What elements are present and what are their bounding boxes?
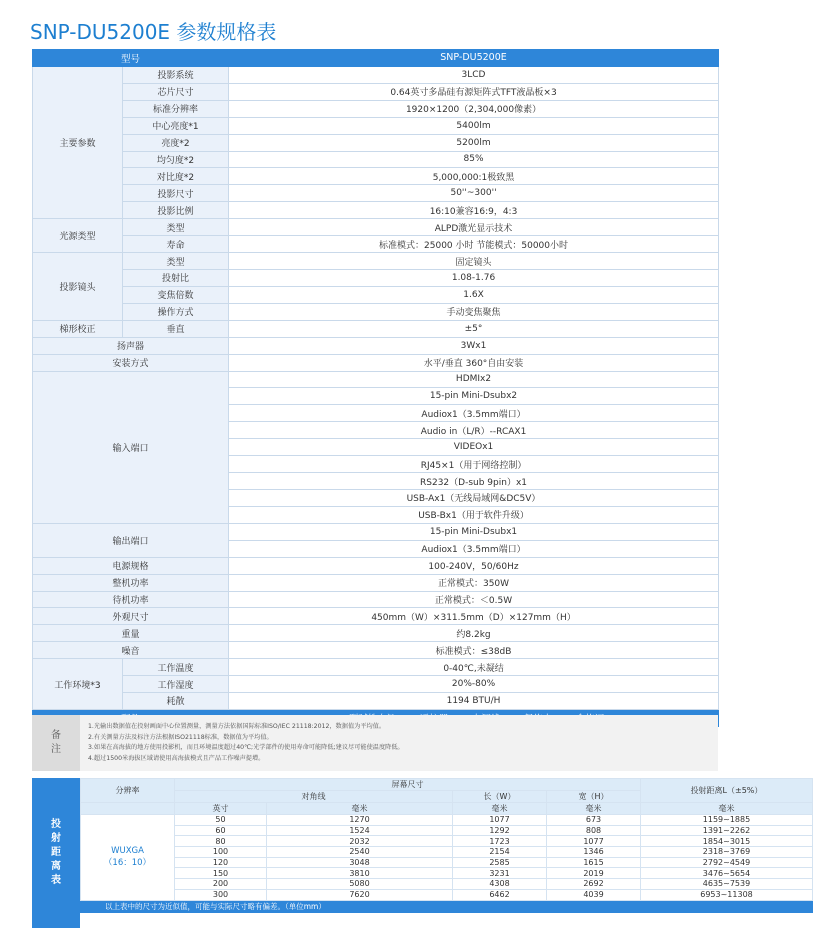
table-row [81,889,813,900]
table-cell: 80 [175,836,267,847]
value-cell: 正常模式：350W [229,574,719,591]
table-row [81,857,813,868]
sub-label-cell: 亮度*2 [123,134,229,151]
category-cell: 梯形校正 [33,320,123,337]
table-cell: 3048 [267,857,453,868]
label-cell: 整机功率 [33,574,229,591]
value-cell: 约8.2kg [229,625,719,642]
table-row [81,825,813,836]
value-cell: 3Wx1 [229,337,719,354]
value-cell: 标准模式：≤38dB [229,642,719,659]
sub-label-cell: 垂直 [123,320,229,337]
value-cell: 15-pin Mini-Dsubx1 [229,523,719,540]
spec-row [33,676,719,693]
table-cell: 长（W） [453,791,547,803]
spec-row [33,253,719,270]
category-cell: 光源类型 [33,219,123,253]
value-cell: USB-Ax1（无线局域网&DC5V） [229,489,719,506]
table-cell: 7620 [267,889,453,900]
spec-row [33,236,719,253]
table-cell: 4308 [453,879,547,890]
table-cell: 200 [175,879,267,890]
category-cell: 主要参数 [33,66,123,218]
note-line: 4.超过1500米海拔区域请使用高海拔模式且产品工作噪声提增。 [88,754,265,762]
value-cell: 5200lm [229,134,719,151]
sub-label-cell: 中心亮度*1 [123,117,229,134]
notes-list [88,722,712,764]
value-cell: 1.6X [229,286,719,303]
table-cell: 毫米 [453,803,547,815]
value-cell: Audiox1（3.5mm端口） [229,405,719,422]
category-cell: 工作环境*3 [33,659,123,710]
value-cell: 85% [229,151,719,168]
category-cell: 投影镜头 [33,253,123,321]
value-cell: HDMIx2 [229,371,719,388]
spec-row [33,134,719,151]
table-cell: 120 [175,857,267,868]
sub-label-cell: 投影尺寸 [123,185,229,202]
table-cell: 3231 [453,868,547,879]
table-cell: 50 [175,815,267,826]
throw-distance-label: 投 射 距 离 表 [32,778,80,928]
value-cell: 1194 BTU/H [229,693,719,710]
value-cell: 5400lm [229,117,719,134]
sub-label-cell: 类型 [123,219,229,236]
label-cell: 重量 [33,625,229,642]
throw-distance-table [80,778,813,913]
table-cell: 1292 [453,825,547,836]
table-cell: 毫米 [267,803,453,815]
label-cell: 噪音 [33,642,229,659]
table-cell: 3476~5654 [641,868,813,879]
spec-row [33,523,719,540]
table-cell: 150 [175,868,267,879]
value-cell: 1.08-1.76 [229,269,719,286]
table-cell: 宽（H） [547,791,641,803]
table-cell: 1077 [547,836,641,847]
table-row [81,868,813,879]
table-cell: 毫米 [641,803,813,815]
table-cell: 3810 [267,868,453,879]
sub-label-cell: 寿命 [123,236,229,253]
value-cell: 标准模式：25000 小时 节能模式：50000小时 [229,236,719,253]
spec-row [33,117,719,134]
header-cell: 分辨率 [81,779,175,803]
spec-row [33,625,719,642]
table-cell: 60 [175,825,267,836]
table-cell: 2019 [547,868,641,879]
spec-row [33,591,719,608]
note-line: 3.如果在高海拔的地方使用投影机，而且环境温度超过40℃;光学部件的使用寿命可能降低;建议尽可能使温度降低。 [88,744,404,751]
table-cell: 英寸 [175,803,267,815]
value-cell: 固定镜头 [229,253,719,270]
spec-row [33,185,719,202]
value-cell: Audio in（L/R）--RCAX1 [229,422,719,439]
value-cell: 水平/垂直 360°自由安装 [229,354,719,371]
value-cell: 3LCD [229,66,719,83]
sub-label-cell: 操作方式 [123,303,229,320]
table-cell: 1159~1885 [641,815,813,826]
table-cell: 4635~7539 [641,879,813,890]
spec-header-row [33,50,719,67]
value-cell: Audiox1（3.5mm端口） [229,540,719,557]
table-cell: 4039 [547,889,641,900]
value-cell: 5,000,000:1极致黑 [229,168,719,185]
table-cell: 1077 [453,815,547,826]
value-cell: ±5° [229,320,719,337]
note-line: 1.光输出数据值在投射画面中心位置测量，测量方法依据国际标准ISO/IEC 21118:2012，数据值为平均值。 [88,723,386,730]
table-cell: 2032 [267,836,453,847]
sub-label-cell: 投影系统 [123,66,229,83]
sub-label-cell: 投影比例 [123,202,229,219]
table-cell: 2792~4549 [641,857,813,868]
spec-row [33,337,719,354]
spec-row [33,608,719,625]
spec-row [33,269,719,286]
spec-table [32,49,719,727]
page-title: SNP-DU5200E 参数规格表 [30,20,277,44]
value-cell: ALPD激光显示技术 [229,219,719,236]
sub-label-cell: 均匀度*2 [123,151,229,168]
label-cell: 电源规格 [33,557,229,574]
table-header-row [81,779,813,791]
spec-row [33,557,719,574]
note-line: 2.有关测量方法及标注方法根据ISO21118标准，数据值为平均值。 [88,733,273,741]
table-cell: 5080 [267,879,453,890]
table-cell: 1391~2262 [641,825,813,836]
sub-label-cell: 变焦倍数 [123,286,229,303]
label-cell: 外观尺寸 [33,608,229,625]
table-cell: 6462 [453,889,547,900]
sub-label-cell: 耗散 [123,693,229,710]
value-cell: 20%-80% [229,676,719,693]
spec-row [33,100,719,117]
table-footer [81,900,813,912]
table-cell: 毫米 [547,803,641,815]
sub-label-cell: 芯片尺寸 [123,83,229,100]
table-cell: 6953~11308 [641,889,813,900]
spec-row [33,659,719,676]
table-cell: 以上表中的尺寸为近似值，可能与实际尺寸略有偏差。（单位mm） [81,900,813,912]
table-row [81,847,813,858]
sub-label-cell: 类型 [123,253,229,270]
table-row [81,879,813,890]
spec-row [33,168,719,185]
throw-distance-section [32,778,763,928]
table-cell: 对角线 [175,791,453,803]
value-cell: USB-Bx1（用于软件升级） [229,506,719,523]
spec-row [33,642,719,659]
table-cell: 673 [547,815,641,826]
category-cell: 输入端口 [33,371,229,523]
table-cell: 1615 [547,857,641,868]
table-cell: 1524 [267,825,453,836]
spec-row [33,219,719,236]
table-cell: 2154 [453,847,547,858]
table-cell: 1346 [547,847,641,858]
spec-row [33,693,719,710]
spec-row [33,202,719,219]
sub-label-cell: 对比度*2 [123,168,229,185]
value-cell: 50''~300'' [229,185,719,202]
table-cell: 2318~3769 [641,847,813,858]
spec-row [33,371,719,388]
sub-label-cell: 标准分辨率 [123,100,229,117]
value-cell: RS232（D-sub 9pin）x1 [229,473,719,490]
value-cell: VIDEOx1 [229,439,719,456]
spec-row [33,151,719,168]
spec-row [33,354,719,371]
notes-section [32,715,718,771]
table-cell: 2540 [267,847,453,858]
table-cell: 1270 [267,815,453,826]
sub-label-cell: 工作温度 [123,659,229,676]
table-cell: 100 [175,847,267,858]
spec-row [33,286,719,303]
spec-row [33,574,719,591]
spec-row [33,83,719,100]
header-cell: SNP-DU5200E [229,50,719,67]
value-cell: 15-pin Mini-Dsubx2 [229,388,719,405]
label-cell: 扬声器 [33,337,229,354]
value-cell: 手动变焦聚焦 [229,303,719,320]
header-cell: 型号 [33,50,229,67]
table-cell: 2692 [547,879,641,890]
table-row [81,803,813,815]
sub-label-cell: 投射比 [123,269,229,286]
table-cell [81,803,175,815]
value-cell: RJ45×1（用于网络控制） [229,456,719,473]
value-cell: 0.64英寸多晶硅有源矩阵式TFT液晶板×3 [229,83,719,100]
value-cell: 16:10兼容16:9，4:3 [229,202,719,219]
spec-row [33,66,719,83]
table-cell: 808 [547,825,641,836]
notes-label: 备 注 [32,715,80,771]
header-cell: 投射距离L（±5%） [641,779,813,803]
category-cell: 输出端口 [33,523,229,557]
table-row [81,815,813,826]
spec-row [33,320,719,337]
value-cell: 100-240V，50/60Hz [229,557,719,574]
header-cell: 屏幕尺寸 [175,779,641,791]
resolution-cell: WUXGA （16：10） [81,815,175,901]
label-cell: 安装方式 [33,354,229,371]
table-cell: 2585 [453,857,547,868]
label-cell: 待机功率 [33,591,229,608]
table-row [81,836,813,847]
value-cell: 1920×1200（2,304,000像素） [229,100,719,117]
sub-label-cell: 工作湿度 [123,676,229,693]
table-cell: 1854~3015 [641,836,813,847]
value-cell: 正常模式：＜0.5W [229,591,719,608]
value-cell: 450mm（W）×311.5mm（D）×127mm（H） [229,608,719,625]
table-cell: 1723 [453,836,547,847]
table-cell: 300 [175,889,267,900]
value-cell: 0-40℃,未凝结 [229,659,719,676]
spec-row [33,303,719,320]
